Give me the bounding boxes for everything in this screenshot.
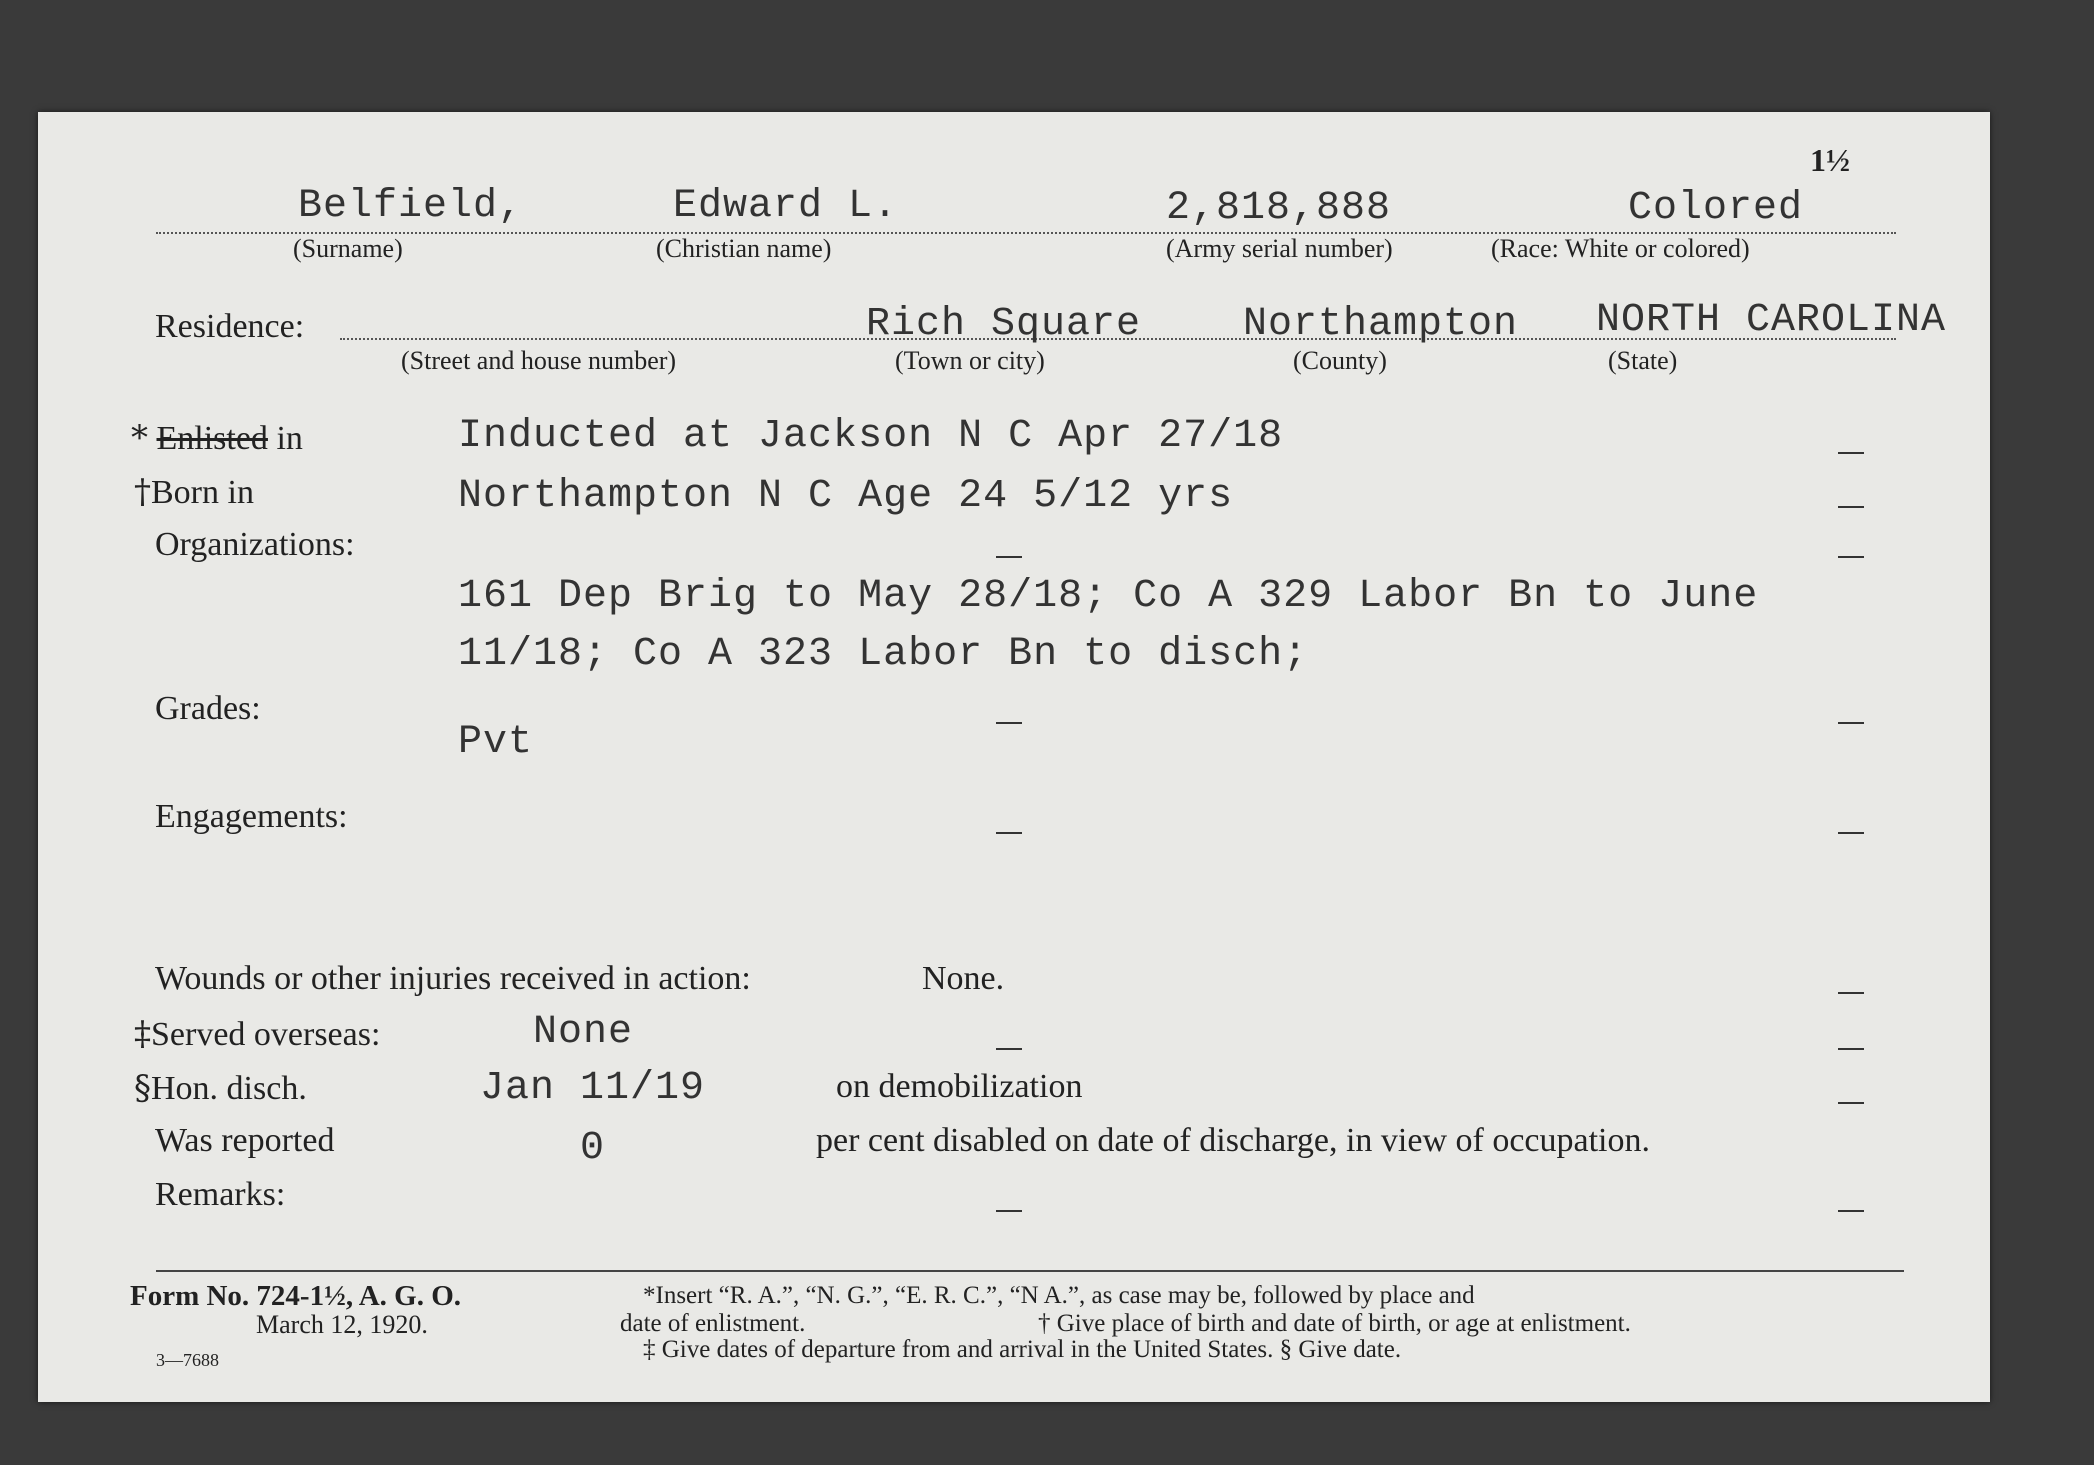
christian-name-caption: (Christian name) (656, 234, 832, 263)
enlisted-struck-word: Enlisted (156, 420, 268, 457)
wounds-label: Wounds or other injuries received in action: (155, 960, 751, 997)
hon-disch-value: Jan 11/19 (480, 1066, 706, 1111)
reported-suffix: per cent disabled on date of discharge, in view of occupation. (816, 1122, 1650, 1159)
enlisted-mark: * (131, 418, 148, 458)
overseas-value: None (533, 1010, 634, 1055)
born-dash (1838, 506, 1864, 508)
born-mark: † (134, 472, 151, 512)
race-caption: (Race: White or colored) (1491, 234, 1750, 263)
grades-value: Pvt (458, 720, 534, 765)
footnote-line-2b: † Give place of birth and date of birth, or age at enlistment. (1038, 1310, 1631, 1337)
remarks-mid-dash (996, 1210, 1022, 1212)
wounds-value: None. (922, 960, 1005, 997)
overseas-label-text: Served overseas: (151, 1016, 381, 1053)
reported-label: Was reported (155, 1122, 335, 1159)
hon-disch-suffix: on demobilization (836, 1068, 1083, 1105)
enlisted-label-rest: in (267, 420, 303, 457)
hon-disch-label-text: Hon. disch. (151, 1070, 307, 1107)
enlisted-label (131, 418, 303, 458)
surname-value: Belfield, (298, 184, 524, 229)
residence-state-value: NORTH CAROLINA (1596, 298, 1947, 343)
organizations-mid-dash (996, 556, 1022, 558)
form-number: Form No. 724-1½, A. G. O. (130, 1280, 462, 1312)
footnote-line-3: ‡ Give dates of departure from and arrival in the United States. § Give date. (643, 1336, 1402, 1363)
overseas-label (134, 1014, 380, 1054)
serial-number-caption: (Army serial number) (1166, 234, 1393, 263)
surname-caption: (Surname) (293, 234, 403, 263)
organizations-dash (1838, 556, 1864, 558)
overseas-mid-dash (996, 1048, 1022, 1050)
serial-number-value: 2,818,888 (1166, 186, 1392, 231)
born-value: Northampton N C Age 24 5/12 yrs (458, 474, 1234, 519)
born-label (134, 472, 254, 512)
engagements-mid-dash (996, 832, 1022, 834)
overseas-mark: ‡ (134, 1014, 151, 1054)
grades-dash (1838, 722, 1864, 724)
christian-name-value: Edward L. (673, 184, 899, 229)
race-value: Colored (1628, 186, 1804, 231)
service-record-card (38, 112, 1990, 1402)
hon-disch-dash (1838, 1102, 1864, 1104)
remarks-label: Remarks: (155, 1176, 286, 1213)
reported-value: 0 (580, 1126, 606, 1171)
county-caption: (County) (1293, 346, 1387, 375)
footnote-line-1: *Insert “R. A.”, “N. G.”, “E. R. C.”, “N A.”, as case may be, followed by place and (643, 1282, 1475, 1309)
form-date: March 12, 1920. (256, 1310, 428, 1339)
grades-label: Grades: (155, 690, 261, 727)
enlisted-dash (1838, 452, 1864, 454)
overseas-dash (1838, 1048, 1864, 1050)
wounds-dash (1838, 992, 1864, 994)
engagements-dash (1838, 832, 1864, 834)
street-caption: (Street and house number) (401, 346, 677, 375)
organizations-line-2: 11/18; Co A 323 Labor Bn to disch; (458, 632, 1309, 677)
residence-county-value: Northampton (1243, 302, 1519, 347)
hon-disch-mark: § (134, 1068, 151, 1108)
born-label-text: Born in (151, 474, 254, 511)
residence-town-value: Rich Square (866, 302, 1142, 347)
grades-mid-dash (996, 722, 1022, 724)
enlisted-value: Inducted at Jackson N C Apr 27/18 (458, 414, 1284, 459)
state-caption: (State) (1608, 346, 1678, 375)
card-number: 1½ (1810, 142, 1850, 178)
residence-label: Residence: (155, 308, 305, 345)
footnote-line-2a: date of enlistment. (620, 1310, 806, 1337)
organizations-line-1: 161 Dep Brig to May 28/18; Co A 329 Labor Bn to June (458, 574, 1759, 619)
town-caption: (Town or city) (895, 346, 1045, 375)
organizations-label: Organizations: (155, 526, 355, 563)
footer-rule (156, 1270, 1904, 1272)
hon-disch-label (134, 1068, 307, 1108)
print-code: 3—7688 (156, 1350, 219, 1370)
engagements-label: Engagements: (155, 798, 348, 835)
remarks-dash (1838, 1210, 1864, 1212)
